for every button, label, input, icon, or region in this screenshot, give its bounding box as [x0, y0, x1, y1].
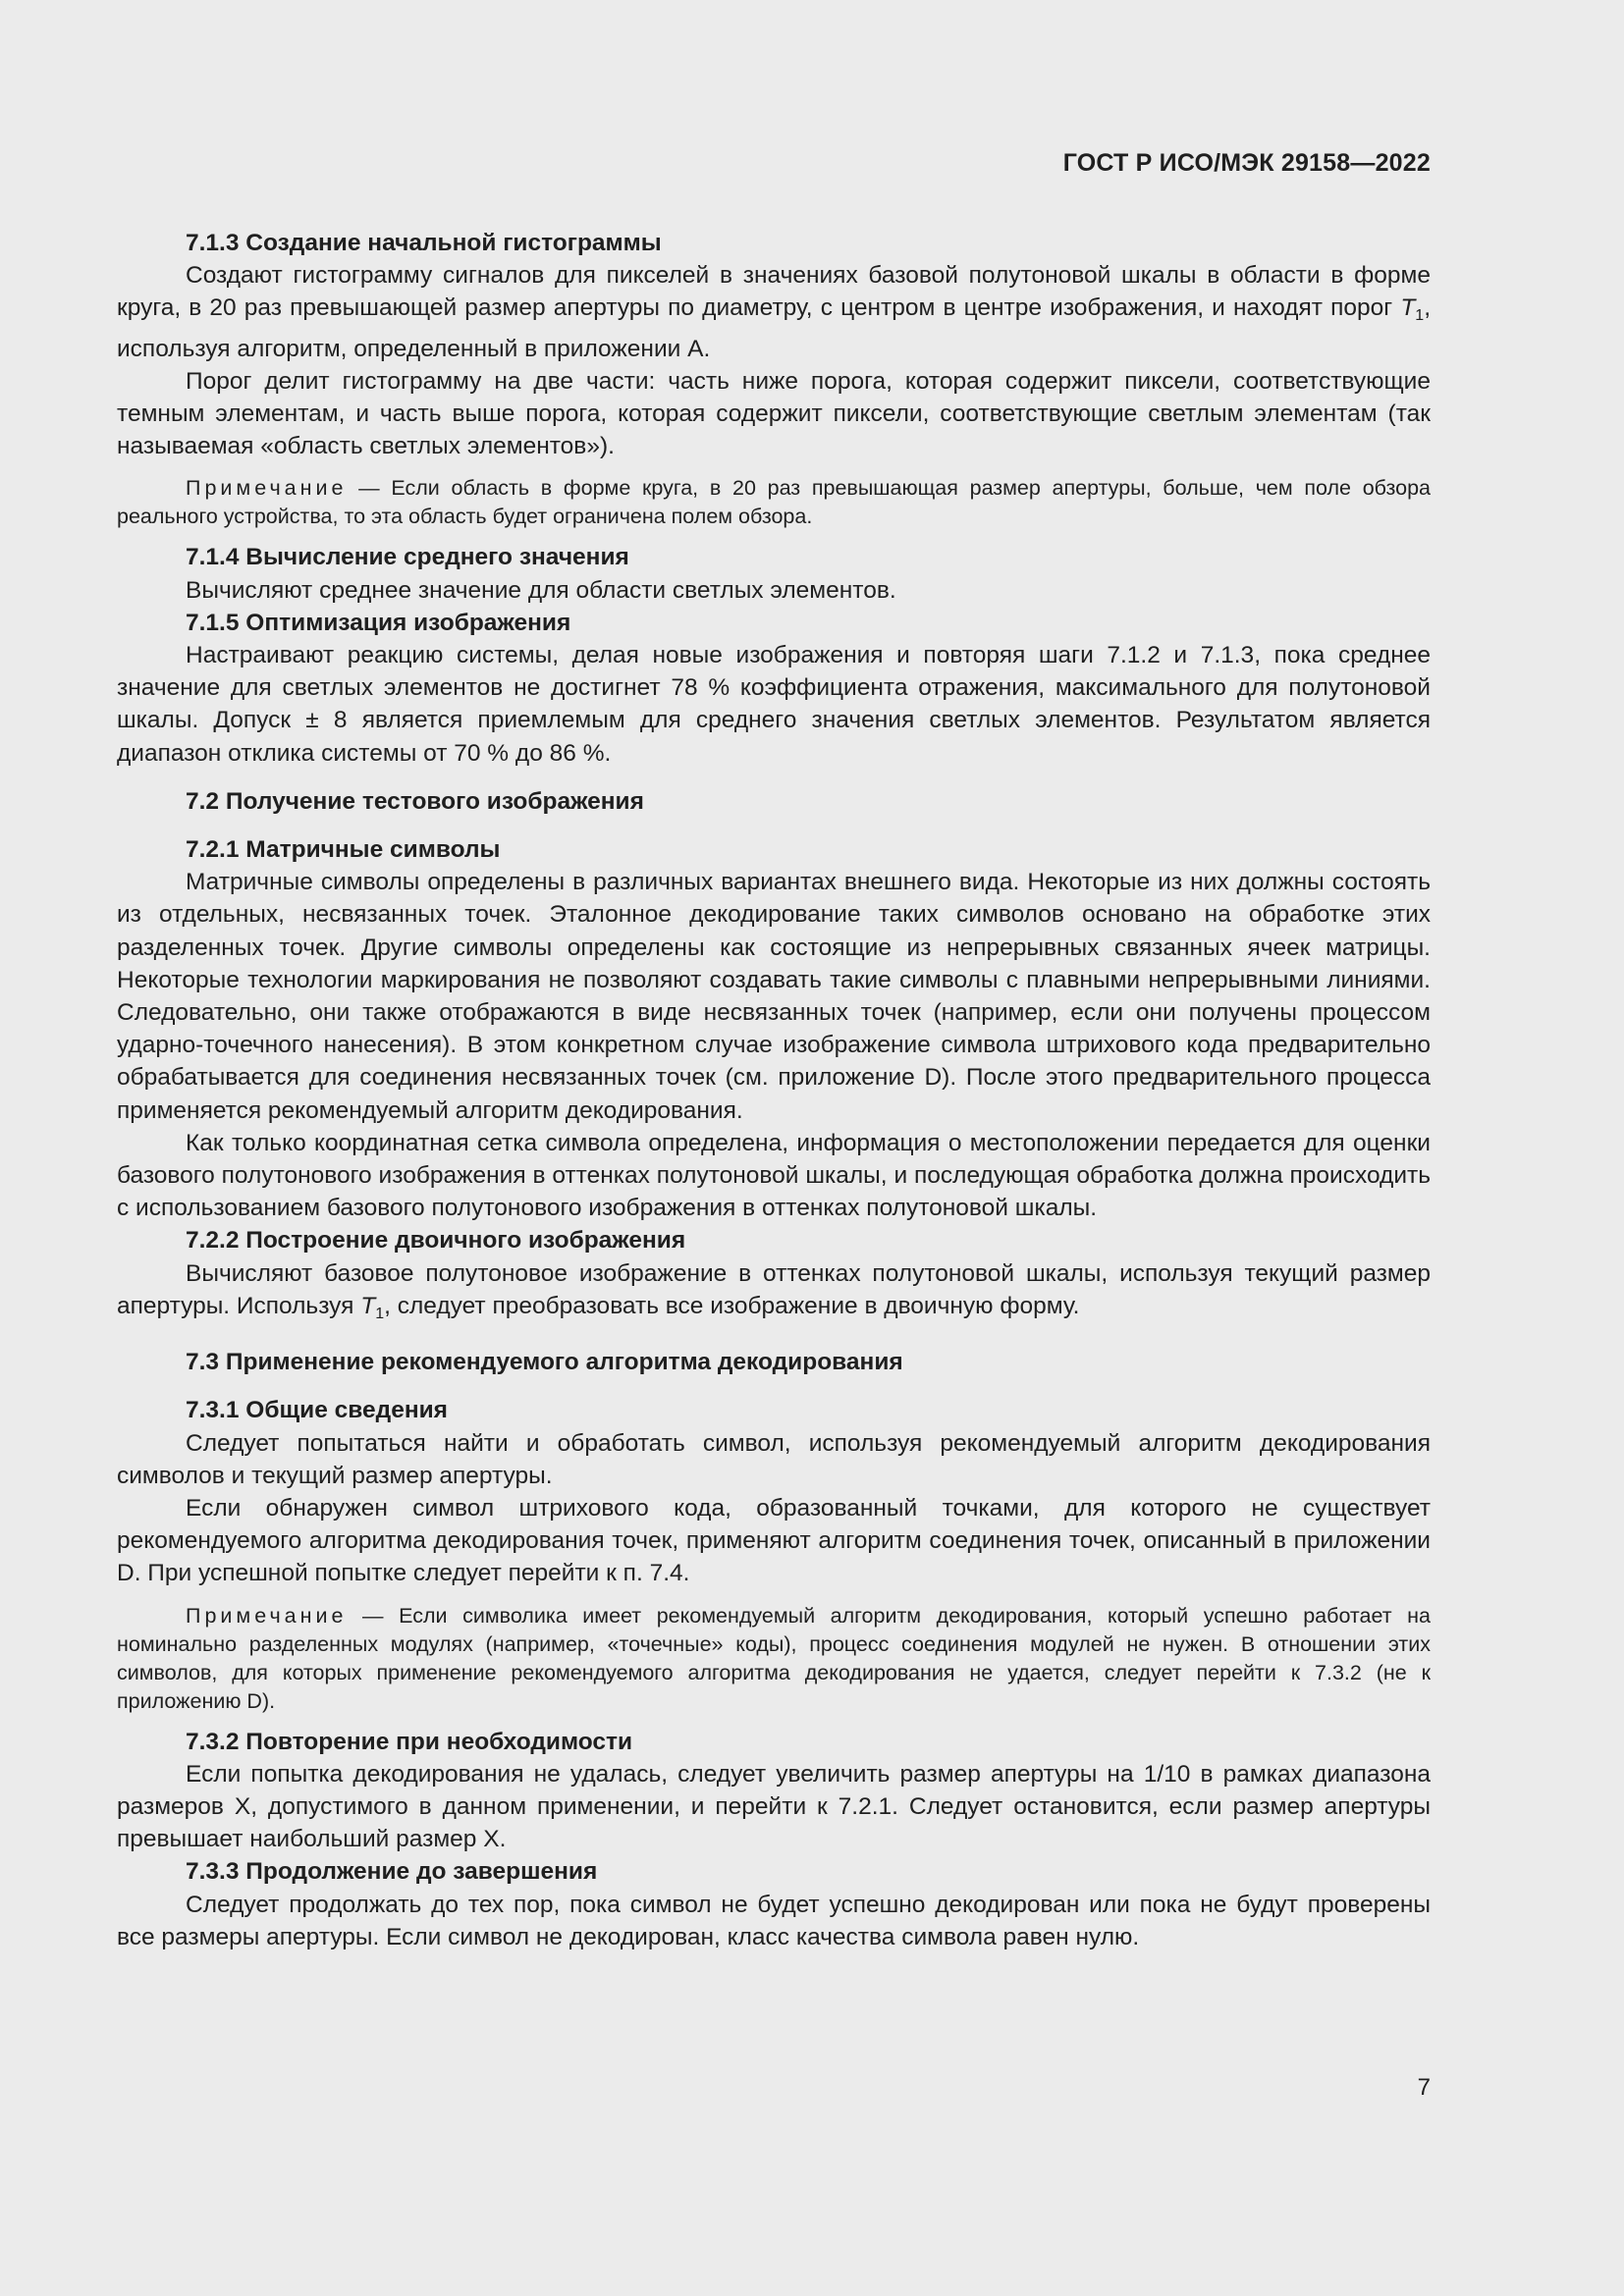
paragraph-7-3-1-b: Если обнаружен символ штрихового кода, образованный точками, для которого не существует рекомендуемого алгоритма декодирования точек, применяют алгоритм соединения точек, описанный в приложении D. При успешной попытке следует перейти к п. 7.4. [117, 1494, 1431, 1587]
note-text: — Если область в форме круга, в 20 раз превышающая размер апертуры, больше, чем поле обзора реального устройства, то эта область будет ограничена полем обзора. [117, 476, 1431, 529]
note-label: Примечание [186, 1603, 348, 1628]
paragraph-7-1-3-a [117, 259, 1431, 365]
heading-7-2-1: 7.2.1 Матричные символы [186, 836, 501, 864]
threshold-variable: T [1400, 294, 1416, 322]
document-body [117, 227, 1431, 1953]
heading-7-2: 7.2 Получение тестового изображения [186, 787, 644, 815]
paragraph-7-2-2 [117, 1257, 1431, 1330]
text-run: Вычисляют базовое полутоновое изображение в оттенках полутоновой шкалы, используя текущий размер апертуры. Используя [117, 1259, 1431, 1319]
text-run: , используя алгоритм, определенный в приложении А. [117, 294, 1431, 362]
paragraph-7-1-5: Настраивают реакцию системы, делая новые изображения и повторяя шаги 7.1.2 и 7.1.3, пока среднее значение для светлых элементов не достигнет 78 % коэффициента отражения, максимального для полутоновой шкалы. Допуск ± 8 является приемлемым для среднего значения светлых элементов. Результатом является диапазон отклика системы от 70 % до 86 %. [117, 642, 1431, 767]
paragraph-7-3-1-a: Следует попытаться найти и обработать символ, используя рекомендуемый алгоритм декодирования символов и текущий размер апертуры. [117, 1429, 1431, 1489]
paragraph-7-2-1-b: Как только координатная сетка символа определена, информация о местоположении передается для оценки базового полутонового изображения в оттенках полутоновой шкалы, и последующая обработка должна происходить с использованием базового полутонового изображения в оттенках полутоновой шкалы. [117, 1129, 1431, 1222]
heading-7-1-5: 7.1.5 Оптимизация изображения [186, 609, 571, 636]
page-number: 7 [1417, 2074, 1431, 2101]
threshold-subscript: 1 [1415, 307, 1425, 325]
paragraph-7-1-3-b: Порог делит гистограмму на две части: часть ниже порога, которая содержит пиксели, соответствующие темным элементам, и часть выше порога, которая содержит пиксели, соответствующие светлым элементам (так называемая «область светлых элементов»). [117, 367, 1431, 460]
heading-7-1-4: 7.1.4 Вычисление среднего значения [186, 544, 629, 571]
text-run: , следует преобразовать все изображение в двоичную форму. [384, 1292, 1080, 1319]
heading-7-3: 7.3 Применение рекомендуемого алгоритма декодирования [186, 1349, 903, 1376]
paragraph-7-1-4: Вычисляют среднее значение для области светлых элементов. [186, 576, 896, 604]
threshold-variable: T [360, 1292, 376, 1319]
heading-7-3-2: 7.3.2 Повторение при необходимости [186, 1728, 633, 1755]
note-7-3-1 [117, 1602, 1431, 1716]
paragraph-7-3-3: Следует продолжать до тех пор, пока символ не будет успешно декодирован или пока не будут проверены все размеры апертуры. Если символ не декодирован, класс качества символа равен нулю. [117, 1891, 1431, 1950]
threshold-subscript: 1 [375, 1305, 385, 1322]
note-7-1-3 [117, 474, 1431, 531]
heading-7-2-2: 7.2.2 Построение двоичного изображения [186, 1227, 686, 1255]
heading-7-3-1: 7.3.1 Общие сведения [186, 1397, 448, 1424]
document-code-header: ГОСТ Р ИСО/МЭК 29158—2022 [1062, 149, 1431, 177]
heading-7-1-3: 7.1.3 Создание начальной гистограммы [186, 230, 662, 256]
note-label: Примечание [186, 476, 348, 501]
paragraph-7-2-1-a: Матричные символы определены в различных вариантах внешнего вида. Некоторые из них должны состоять из отдельных, несвязанных точек. Эталонное декодирование таких символов основано на обработке этих разделенных точек. Другие символы определены как состоящие из непрерывных связанных ячеек матрицы. Некоторые технологии маркирования не позволяют создавать такие символы с плавными непрерывными линиями. Следовательно, они также отображаются в виде несвязанных точек (например, если они получены процессом ударно-точечного нанесения). В этом конкретном случае изображение символа штрихового кода предварительно обрабатывается для соединения несвязанных точек (см. приложение D). После этого предварительного процесса применяется рекомендуемый алгоритм декодирования. [117, 869, 1431, 1124]
note-text: — Если символика имеет рекомендуемый алгоритм декодирования, который успешно работает на номинально разделенных модулях (например, «точечные» коды), процесс соединения модулей не нужен. В отношении этих символов, для которых применение рекомендуемого алгоритма декодирования не удается, следует перейти к 7.3.2 (не к приложению D). [117, 1603, 1431, 1713]
heading-7-3-3: 7.3.3 Продолжение до завершения [186, 1858, 598, 1886]
text-run: Создают гистограмму сигналов для пикселей в значениях базовой полутоновой шкалы в области в форме круга, в 20 раз превышающей размер апертуры по диаметру, с центром в центре изображения, и находят порог [117, 262, 1431, 322]
paragraph-7-3-2: Если попытка декодирования не удалась, следует увеличить размер апертуры на 1/10 в рамках диапазона размеров X, допустимого в данном применении, и перейти к 7.2.1. Следует остановится, если размер апертуры превышает наибольший размер X. [117, 1760, 1431, 1853]
